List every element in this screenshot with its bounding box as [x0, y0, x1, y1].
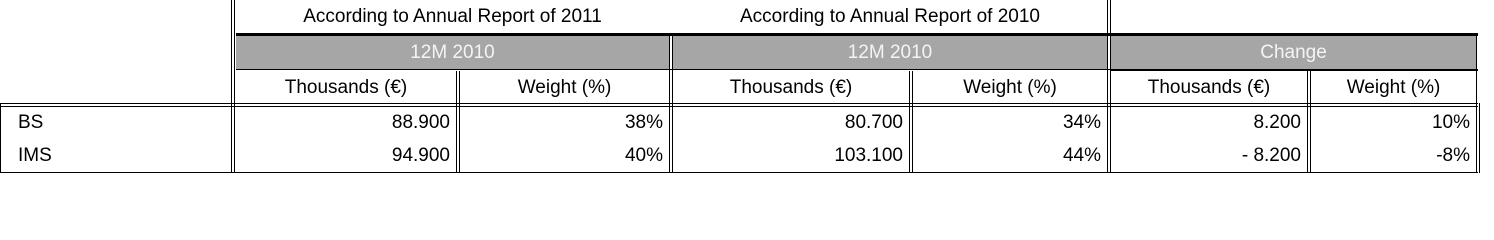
grid-line: [1476, 36, 1477, 173]
column-header-weight-2010: Weight (%): [963, 76, 1057, 98]
grid-line: [1479, 103, 1480, 173]
cell-bs-weight-2011: 38%: [624, 111, 663, 133]
cell-ims-change-thousands: - 8.200: [1241, 144, 1301, 166]
header-annual-report-2010: According to Annual Report of 2010: [740, 5, 1040, 27]
grid-line: [672, 36, 673, 173]
grid-line: [234, 0, 235, 173]
grid-line: [0, 103, 1478, 104]
cell-ims-weight-2010: 44%: [1062, 144, 1101, 166]
grid-line: [231, 0, 232, 173]
header-period-2011: 12M 2010: [236, 36, 669, 69]
cell-ims-thousands-2010: 103.100: [834, 144, 903, 166]
grid-line: [236, 33, 1478, 36]
header-period-2010: 12M 2010: [673, 36, 1107, 69]
cell-bs-thousands-2010: 80.700: [844, 111, 903, 133]
column-header-weight-2011: Weight (%): [517, 76, 612, 98]
column-header-thousands-change: Thousands (€): [1147, 76, 1271, 98]
cell-ims-thousands-2011: 94.900: [391, 144, 450, 166]
grid-line: [909, 71, 910, 173]
grid-line: [669, 36, 670, 173]
grid-line: [459, 71, 460, 173]
cell-ims-change-weight: -8%: [1436, 144, 1470, 166]
column-header-thousands-2011: Thousands (€): [284, 76, 408, 98]
cell-bs-change-weight: 10%: [1431, 111, 1470, 133]
grid-line: [1307, 71, 1308, 173]
grid-line: [1110, 0, 1111, 173]
header-annual-report-2011: According to Annual Report of 2011: [303, 5, 602, 27]
grid-line: [912, 71, 913, 173]
cell-bs-weight-2010: 34%: [1062, 111, 1101, 133]
cell-ims-weight-2011: 40%: [624, 144, 663, 166]
cell-bs-change-thousands: 8.200: [1253, 111, 1301, 133]
grid-line: [0, 106, 1478, 107]
grid-line: [1107, 0, 1108, 173]
row-label-ims: IMS: [18, 144, 52, 166]
grid-line: [0, 103, 1, 173]
header-change: Change: [1111, 36, 1476, 69]
row-label-bs: BS: [18, 111, 44, 133]
column-header-thousands-2010: Thousands (€): [729, 76, 853, 98]
cell-bs-thousands-2011: 88.900: [391, 111, 450, 133]
column-header-weight-change: Weight (%): [1346, 76, 1441, 98]
grid-line: [456, 71, 457, 173]
grid-line: [1111, 69, 1478, 71]
grid-line: [1310, 71, 1311, 173]
grid-line: [0, 172, 1478, 173]
